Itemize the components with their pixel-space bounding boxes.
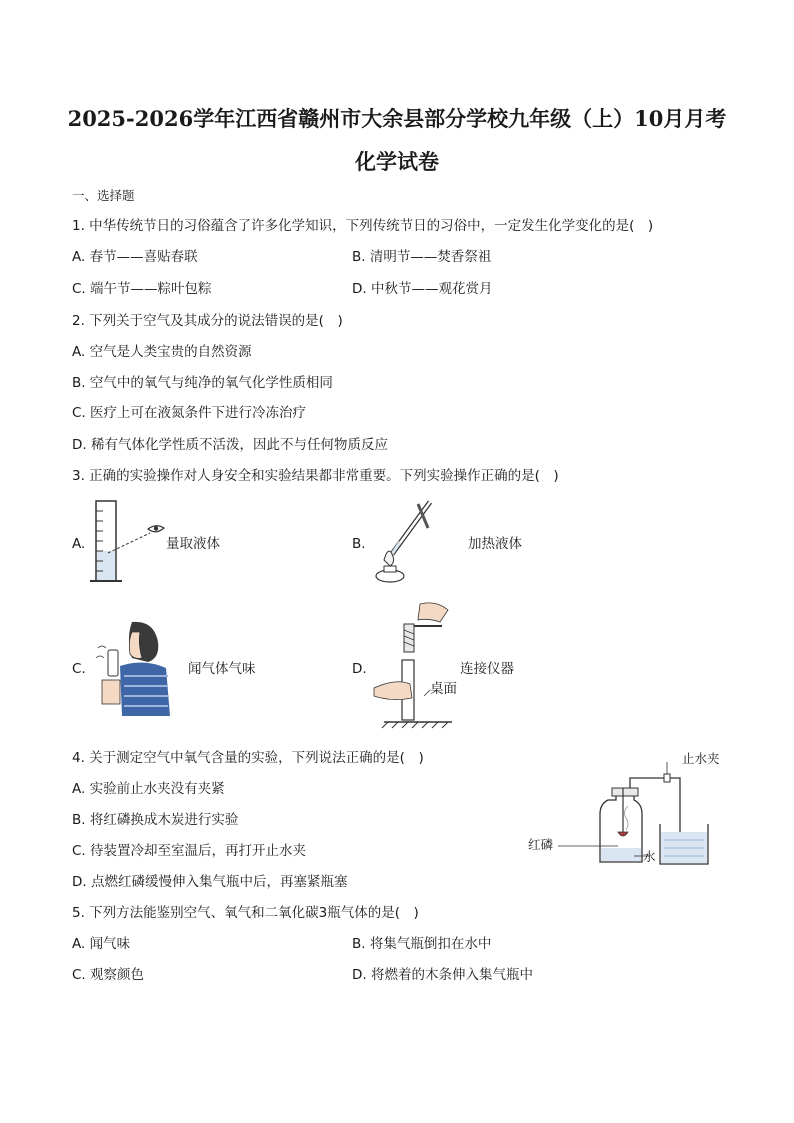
heating-liquid-figure — [370, 496, 470, 588]
q4-stem: 4. 关于测定空气中氧气含量的实验，下列说法正确的是( ) — [72, 750, 424, 766]
q1-option-c: C. 端午节——粽叶包粽 — [72, 281, 212, 297]
q1-stem: 1. 中华传统节日的习俗蕴含了许多化学知识，下列传统节日的习俗中，一定发生化学变化的是( ) — [72, 218, 654, 234]
q3-option-d-letter: D. — [352, 661, 367, 677]
q2-option-c: C. 医疗上可在液氮条件下进行冷冻治疗 — [72, 405, 307, 421]
q3-option-a-letter: A. — [72, 536, 86, 552]
q5-option-d: D. 将燃着的木条伸入集气瓶中 — [352, 967, 533, 983]
q3-option-d-caption: 连接仪器 — [460, 661, 514, 677]
q2-option-b: B. 空气中的氧气与纯净的氧气化学性质相同 — [72, 375, 333, 391]
connecting-instrument-figure — [370, 600, 460, 730]
q5-option-b: B. 将集气瓶倒扣在水中 — [352, 936, 492, 952]
q1-option-b: B. 清明节——焚香祭祖 — [352, 249, 492, 265]
q2-stem: 2. 下列关于空气及其成分的说法错误的是( ) — [72, 313, 343, 329]
clip-label: 止水夹 — [682, 751, 720, 766]
q3-desk-label: 桌面 — [430, 681, 457, 697]
q3-option-a-caption: 量取液体 — [166, 536, 220, 552]
q5-option-c: C. 观察颜色 — [72, 967, 145, 983]
section-heading: 一、选择题 — [72, 188, 135, 203]
q3-option-b-caption: 加热液体 — [468, 536, 522, 552]
q5-option-a: A. 闻气味 — [72, 936, 131, 952]
paper-title-line-2: 化学试卷 — [355, 149, 439, 174]
graduated-cylinder-figure — [88, 495, 178, 587]
q1-option-d: D. 中秋节——观花赏月 — [352, 281, 493, 297]
q1-option-a: A. 春节——喜贴春联 — [72, 249, 198, 265]
phosphorus-label: 红磷 — [528, 837, 554, 852]
q3-option-c-caption: 闻气体气味 — [188, 661, 256, 677]
q4-option-d: D. 点燃红磷缓慢伸入集气瓶中后，再塞紧瓶塞 — [72, 874, 348, 890]
paper-title-line-1: 2025-2026学年江西省赣州市大余县部分学校九年级（上）10月月考 — [67, 106, 727, 131]
q2-option-d: D. 稀有气体化学性质不活泼，因此不与任何物质反应 — [72, 437, 388, 453]
q3-option-c-letter: C. — [72, 661, 86, 677]
water-label: 水 — [643, 849, 656, 864]
q3-option-b-letter: B. — [352, 536, 366, 552]
q4-option-b: B. 将红磷换成木炭进行实验 — [72, 812, 239, 828]
q2-option-a: A. 空气是人类宝贵的自然资源 — [72, 344, 252, 360]
q4-option-a: A. 实验前止水夹没有夹紧 — [72, 781, 225, 797]
q5-stem: 5. 下列方法能鉴别空气、氧气和二氧化碳3瓶气体的是( ) — [72, 905, 419, 921]
q4-option-c: C. 待装置冷却至室温后，再打开止水夹 — [72, 843, 307, 859]
smelling-gas-figure — [92, 618, 184, 718]
q3-stem: 3. 正确的实验操作对人身安全和实验结果都非常重要。下列实验操作正确的是( ) — [72, 468, 559, 484]
